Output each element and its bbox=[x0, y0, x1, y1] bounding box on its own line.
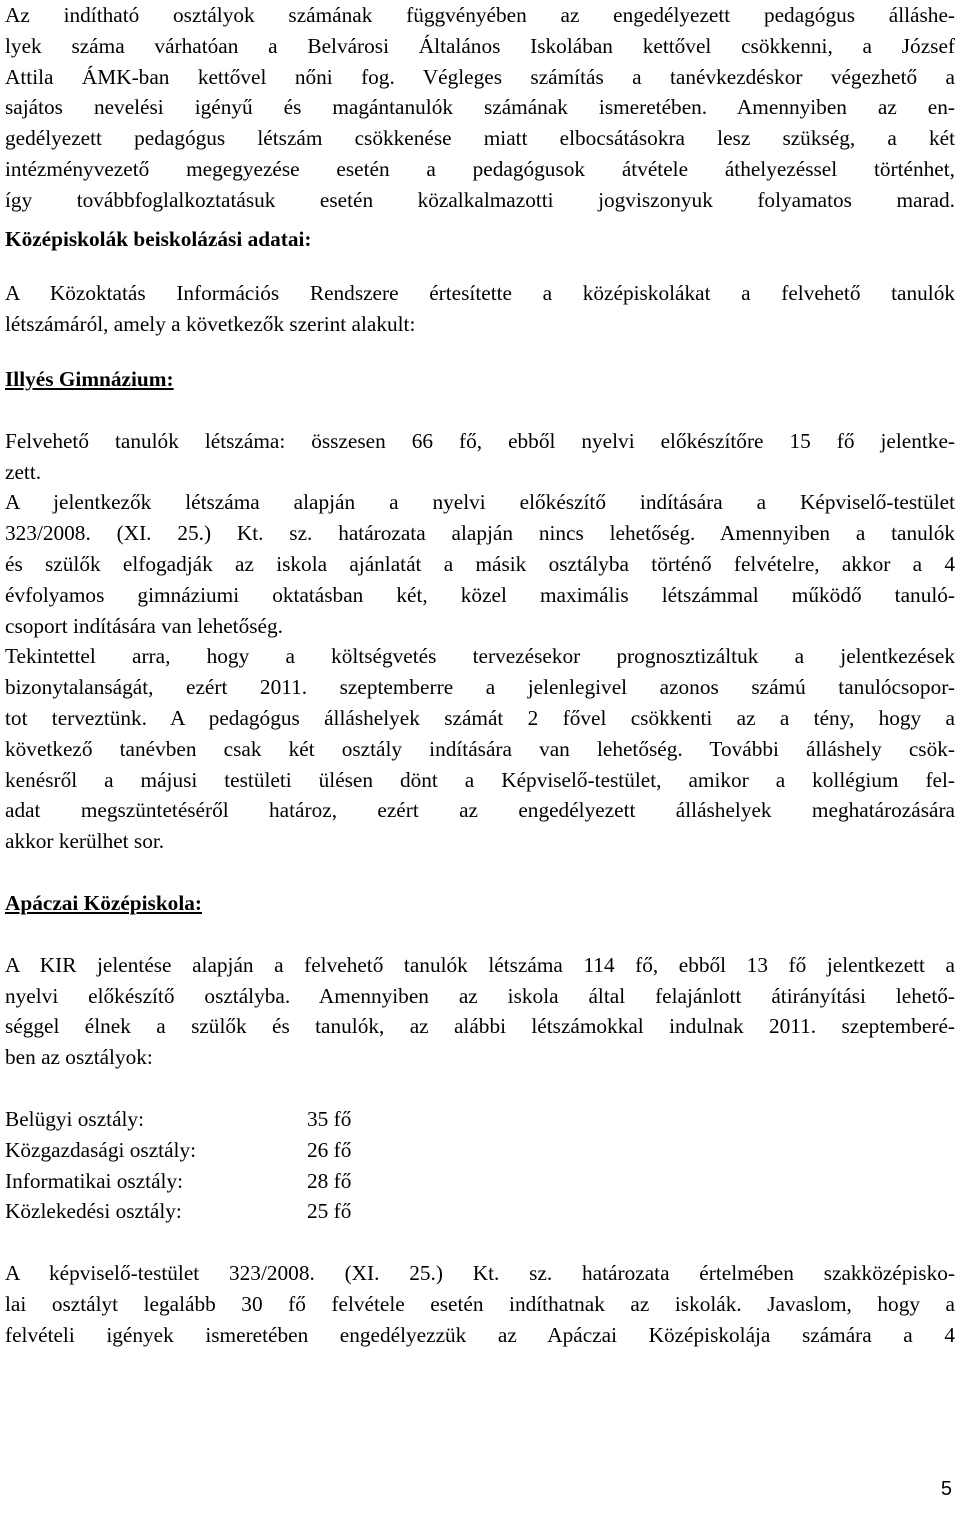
intro-paragraph bbox=[5, 0, 955, 216]
text-line: zett. bbox=[5, 459, 42, 484]
text-line: A Közoktatás Információs Rendszere értesítette a középiskolákat a felvehető tanulók bbox=[5, 281, 955, 306]
text-line: intézményvezető megegyezése esetén a pedagógusok átvétele áthelyezéssel történhet, bbox=[5, 156, 955, 181]
section-heading-apaczai: Apáczai Középiskola: bbox=[5, 890, 202, 915]
text-line: gedélyezett pedagógus létszám csökkenése miatt elbocsátásokra lesz szükség, a két bbox=[5, 126, 955, 151]
class-count: 35 fő bbox=[307, 1106, 352, 1131]
text-line: A KIR jelentése alapján a felvehető tanulók létszáma 114 fő, ebből 13 fő jelentkezett a bbox=[5, 952, 955, 977]
text-line: Felvehető tanulók létszáma: összesen 66 fő, ebből nyelvi előkészítőre 15 fő jelentke- bbox=[5, 428, 955, 453]
table-row bbox=[5, 1166, 351, 1197]
page-number: 5 bbox=[940, 1478, 952, 1500]
text-line: így továbbfoglalkoztatásuk esetén közalkalmazotti jogviszonyuk folyamatos marad. bbox=[5, 187, 955, 212]
text-line: Attila ÁMK-ban kettővel nőni fog. Végleges számítás a tanévkezdéskor végezhető a bbox=[5, 64, 955, 89]
section-heading-illyes: Illyés Gimnázium: bbox=[5, 366, 174, 391]
text-line: sajátos nevelési igényű és magántanulók számának ismeretében. Amennyiben az en- bbox=[5, 95, 955, 120]
text-line: séggel élnek a szülők és tanulók, az alábbi létszámokkal indulnak 2011. szeptemberé- bbox=[5, 1014, 955, 1039]
text-line: nyelvi előkészítő osztályba. Amennyiben az iskola által felajánlott átirányítási lehető- bbox=[5, 983, 955, 1008]
class-name: Informatikai osztály: bbox=[5, 1168, 184, 1193]
text-line: következő tanévben csak két osztály indítására van lehetőség. További álláshely csök- bbox=[5, 736, 955, 761]
class-name: Belügyi osztály: bbox=[5, 1106, 145, 1131]
text-line: A képviselő-testület 323/2008. (XI. 25.) Kt. sz. határozata értelmében szakközépisko- bbox=[5, 1261, 955, 1286]
text-line: felvételi igények ismeretében engedélyezzük az Apáczai Középiskolája számára a 4 bbox=[5, 1322, 955, 1347]
table-row bbox=[5, 1104, 351, 1135]
text-line: csoport indítására van lehetőség. bbox=[5, 613, 283, 638]
text-line: bizonytalanságát, ezért 2011. szeptemberre a jelenlegivel azonos számú tanulócsopor- bbox=[5, 675, 955, 700]
text-line: tot terveztünk. A pedagógus álláshelyek számát 2 fővel csökkenti az a tény, hogy a bbox=[5, 705, 955, 730]
class-count: 25 fő bbox=[307, 1199, 352, 1224]
text-line: évfolyamos gimnáziumi oktatásban két, közel maximális létszámmal működő tanuló- bbox=[5, 582, 955, 607]
apaczai-paragraph bbox=[5, 950, 955, 1073]
class-headcount-table bbox=[5, 1104, 351, 1227]
class-count: 26 fő bbox=[307, 1137, 352, 1162]
class-name: Közlekedési osztály: bbox=[5, 1199, 182, 1224]
text-line: ben az osztályok: bbox=[5, 1045, 153, 1070]
text-line: létszámáról, amely a következők szerint alakult: bbox=[5, 312, 416, 337]
text-line: és szülők elfogadják az iskola ajánlatát a másik osztályba történő felvételre, akkor a 4 bbox=[5, 551, 955, 576]
apaczai-closing-paragraph bbox=[5, 1258, 955, 1350]
illyes-paragraph bbox=[5, 426, 955, 857]
document-page bbox=[5, 0, 955, 1350]
kozepiskolak-paragraph bbox=[5, 278, 955, 340]
text-line: A jelentkezők létszáma alapján a nyelvi előkészítő indítására a Képviselő-testület bbox=[5, 490, 955, 515]
class-count: 28 fő bbox=[307, 1168, 352, 1193]
text-line: akkor kerülhet sor. bbox=[5, 829, 165, 854]
text-line: kenésről a májusi testületi ülésen dönt a Képviselő-testület, amikor a kollégium fel- bbox=[5, 767, 955, 792]
table-row bbox=[5, 1196, 351, 1227]
text-line: lai osztályt legalább 30 fő felvétele esetén indíthatnak az iskolák. Javaslom, hogy a bbox=[5, 1291, 955, 1316]
text-line: Az indítható osztályok számának függvényében az engedélyezett pedagógus álláshe- bbox=[5, 3, 955, 27]
section-heading-kozepiskolak: Középiskolák beiskolázási adatai: bbox=[5, 226, 312, 251]
text-line: 323/2008. (XI. 25.) Kt. sz. határozata alapján nincs lehetőség. Amennyiben a tanulók bbox=[5, 521, 955, 546]
table-row bbox=[5, 1135, 351, 1166]
text-line: adat megszüntetéséről határoz, ezért az engedélyezett álláshelyek meghatározására bbox=[5, 798, 955, 823]
class-name: Közgazdasági osztály: bbox=[5, 1137, 197, 1162]
text-line: lyek száma várhatóan a Belvárosi Általános Iskolában kettővel csökkenni, a József bbox=[5, 33, 955, 58]
text-line: Tekintettel arra, hogy a költségvetés tervezésekor prognosztizáltuk a jelentkezések bbox=[5, 644, 955, 669]
